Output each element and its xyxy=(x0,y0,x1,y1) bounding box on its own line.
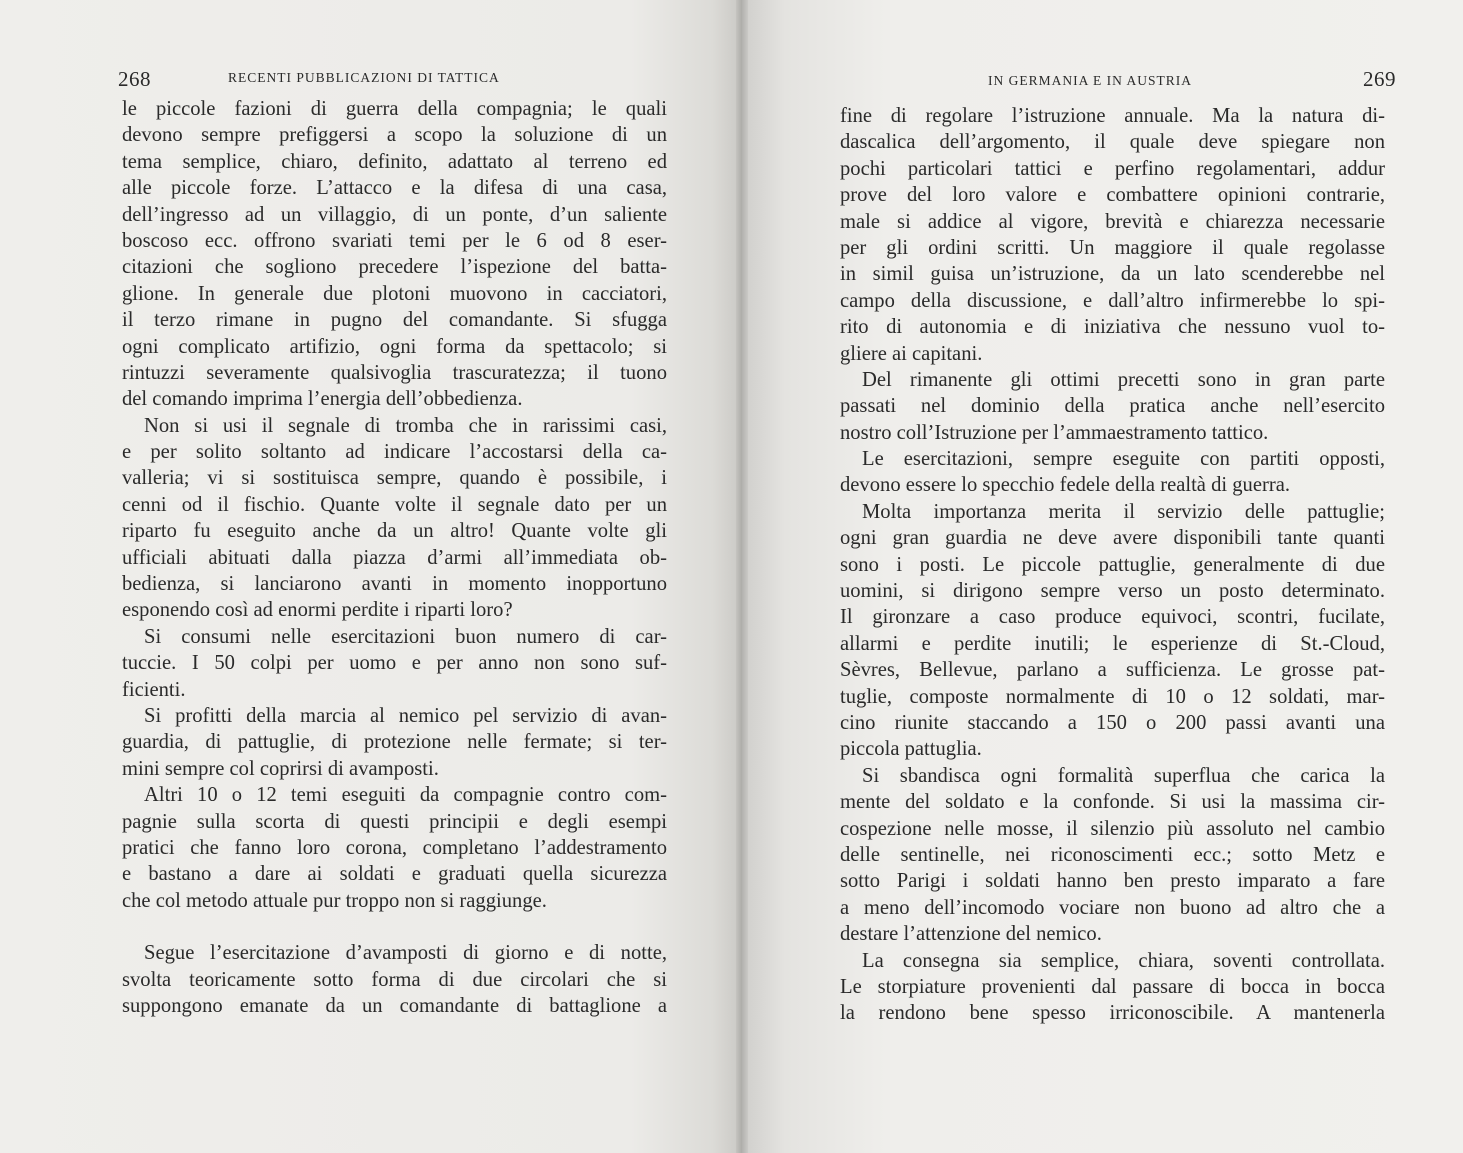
text-line: Molta importanza merita il servizio delle pattuglie; xyxy=(862,500,1385,523)
text-line: destare l’attenzione del nemico. xyxy=(840,923,1102,946)
text-line: Del rimanente gli ottimi precetti sono in gran parte xyxy=(862,368,1385,391)
page-number-left: 268 xyxy=(118,67,151,91)
text-line: ogni complicato artifizio, ogni forma da spettacolo; si xyxy=(122,335,667,358)
book-gutter xyxy=(736,0,748,1153)
text-line: il terzo rimane in pugno del comandante. Si sfugga xyxy=(122,309,667,332)
text-line: pratici che fanno loro corona, completano l’addestramento xyxy=(122,836,667,859)
text-line: nostro coll’Istruzione per l’ammaestramento tattico. xyxy=(840,421,1269,444)
text-line: allarmi e perdite inutili; le esperienze di St.-Cloud, xyxy=(840,632,1385,655)
running-title-right: IN GERMANIA E IN AUSTRIA xyxy=(988,73,1192,88)
text-line: Sèvres, Bellevue, parlano a sufficienza. Le grosse pat- xyxy=(840,659,1385,682)
running-title-left: RECENTI PUBBLICAZIONI DI TATTICA xyxy=(228,70,500,85)
right-body-text xyxy=(840,103,1385,1027)
text-line: Si consumi nelle esercitazioni buon numero di car- xyxy=(144,625,667,648)
left-body-text xyxy=(122,96,667,1019)
text-line: ufficiali abituati dalla piazza d’armi all’immediata ob- xyxy=(122,546,667,569)
text-line: esponendo così ad enormi perdite i riparti loro? xyxy=(122,599,513,622)
text-line: in simil guisa un’istruzione, da un lato scenderebbe nel xyxy=(840,263,1385,286)
text-line: la rendono bene spesso irriconoscibile. A mantenerla xyxy=(840,1002,1385,1025)
text-line: cino riunite staccando a 150 o 200 passi avanti una xyxy=(840,711,1385,734)
text-line: che col metodo attuale pur troppo non si raggiunge. xyxy=(122,889,547,912)
text-line: Le storpiature provenienti dal passare di bocca in bocca xyxy=(840,975,1385,998)
text-line: Altri 10 o 12 temi eseguiti da compagnie contro com- xyxy=(144,784,667,807)
text-line: mente del soldato e la confonde. Si usi la massima cir- xyxy=(840,791,1385,814)
text-line: uomini, si dirigono sempre verso un posto determinato. xyxy=(840,580,1385,603)
text-line: piccola pattuglia. xyxy=(840,738,982,761)
text-line: e per solito soltanto ad indicare l’accostarsi della ca- xyxy=(122,441,667,464)
text-line: tuglie, composte normalmente di 10 o 12 soldati, mar- xyxy=(840,685,1385,708)
text-line: Segue l’esercitazione d’avamposti di giorno e di notte, xyxy=(144,942,667,965)
text-line: cenni od il fischio. Quante volte il segnale dato per un xyxy=(122,493,667,516)
text-line: sono i posti. Le piccole pattuglie, generalmente di due xyxy=(840,553,1385,576)
text-line: tuccie. I 50 colpi per uomo e per anno non sono suf- xyxy=(122,652,667,675)
paragraph-gap xyxy=(122,914,667,940)
text-line: sotto Parigi i soldati hanno ben presto imparato a fare xyxy=(840,870,1385,893)
text-line: citazioni che sogliono precedere l’ispezione del batta- xyxy=(122,256,667,279)
text-line: Si sbandisca ogni formalità superflua che carica la xyxy=(862,764,1385,787)
text-line: del comando imprima l’energia dell’obbedienza. xyxy=(122,388,523,411)
text-line: devono sempre prefiggersi a scopo la soluzione di un xyxy=(122,124,667,147)
text-line: dell’ingresso ad un villaggio, di un ponte, d’un saliente xyxy=(122,203,667,226)
text-line: campo della discussione, e dall’altro infirmerebbe lo spi- xyxy=(840,289,1385,312)
text-line: fine di regolare l’istruzione annuale. Ma la natura di- xyxy=(840,105,1385,127)
text-line: Non si usi il segnale di tromba che in rarissimi casi, xyxy=(144,414,667,437)
text-line: alle piccole forze. L’attacco e la difesa di una casa, xyxy=(122,177,667,200)
text-line: pochi particolari tattici e perfino regolamentari, addur xyxy=(840,157,1385,180)
text-line: Il gironzare a caso produce equivoci, scontri, fucilate, xyxy=(840,606,1385,629)
text-line: delle sentinelle, nei riconoscimenti ecc.; sotto Metz e xyxy=(840,843,1385,866)
text-line: passati nel dominio della pratica anche nell’esercito xyxy=(840,395,1385,418)
text-line: riparto fu eseguito anche da un altro! Quante volte gli xyxy=(122,520,667,543)
text-line: a meno dell’incomodo vociare non buono ad altro che a xyxy=(840,896,1385,919)
text-line: rito di autonomia e di iniziativa che nessuno vuol to- xyxy=(840,316,1385,339)
page-number-right: 269 xyxy=(1363,67,1396,91)
text-line: tema semplice, chiaro, definito, adattato al terreno ed xyxy=(122,150,667,173)
text-line: gliere ai capitani. xyxy=(840,342,983,365)
text-line: boscoso ecc. offrono svariati temi per le 6 od 8 eser- xyxy=(122,229,667,252)
text-line: guardia, di pattuglie, di protezione nelle fermate; si ter- xyxy=(122,731,667,754)
text-line: le piccole fazioni di guerra della compagnia; le quali xyxy=(122,98,667,120)
text-line: male si addice al vigore, brevità e chiarezza necessarie xyxy=(840,210,1385,233)
text-line: Le esercitazioni, sempre eseguite con partiti opposti, xyxy=(862,448,1385,471)
text-line: e bastano a dare ai soldati e graduati quella sicurezza xyxy=(122,863,667,886)
text-line: ogni gran guardia ne deve avere disponibili tante quanti xyxy=(840,527,1385,550)
text-line: glione. In generale due plotoni muovono in cacciatori, xyxy=(122,282,667,305)
text-line: rintuzzi severamente qualsivoglia trascuratezza; il tuono xyxy=(122,361,667,384)
text-line: pagnie sulla scorta di questi principii e degli esempi xyxy=(122,810,667,833)
text-line: Si profitti della marcia al nemico pel servizio di avan- xyxy=(144,704,667,727)
text-line: per gli ordini scritti. Un maggiore il quale regolasse xyxy=(840,236,1385,259)
text-line: devono essere lo specchio fedele della realtà di guerra. xyxy=(840,474,1290,497)
text-line: valleria; vi si sostituisca sempre, quando è possibile, i xyxy=(122,467,667,490)
text-line: prove del loro valore e combattere opinioni contrarie, xyxy=(840,184,1385,207)
text-line: bedienza, si lanciarono avanti in momento inopportuno xyxy=(122,573,667,596)
text-line: La consegna sia semplice, chiara, soventi controllata. xyxy=(862,949,1385,972)
text-line: ficienti. xyxy=(122,678,186,701)
text-line: cospezione nelle mosse, il silenzio più assoluto nel cambio xyxy=(840,817,1385,840)
text-line: mini sempre col coprirsi di avamposti. xyxy=(122,757,439,780)
text-line: suppongono emanate da un comandante di battaglione a xyxy=(122,994,667,1017)
text-line: svolta teoricamente sotto forma di due circolari che si xyxy=(122,968,667,991)
text-line: dascalica dell’argomento, il quale deve spiegare non xyxy=(840,131,1385,154)
